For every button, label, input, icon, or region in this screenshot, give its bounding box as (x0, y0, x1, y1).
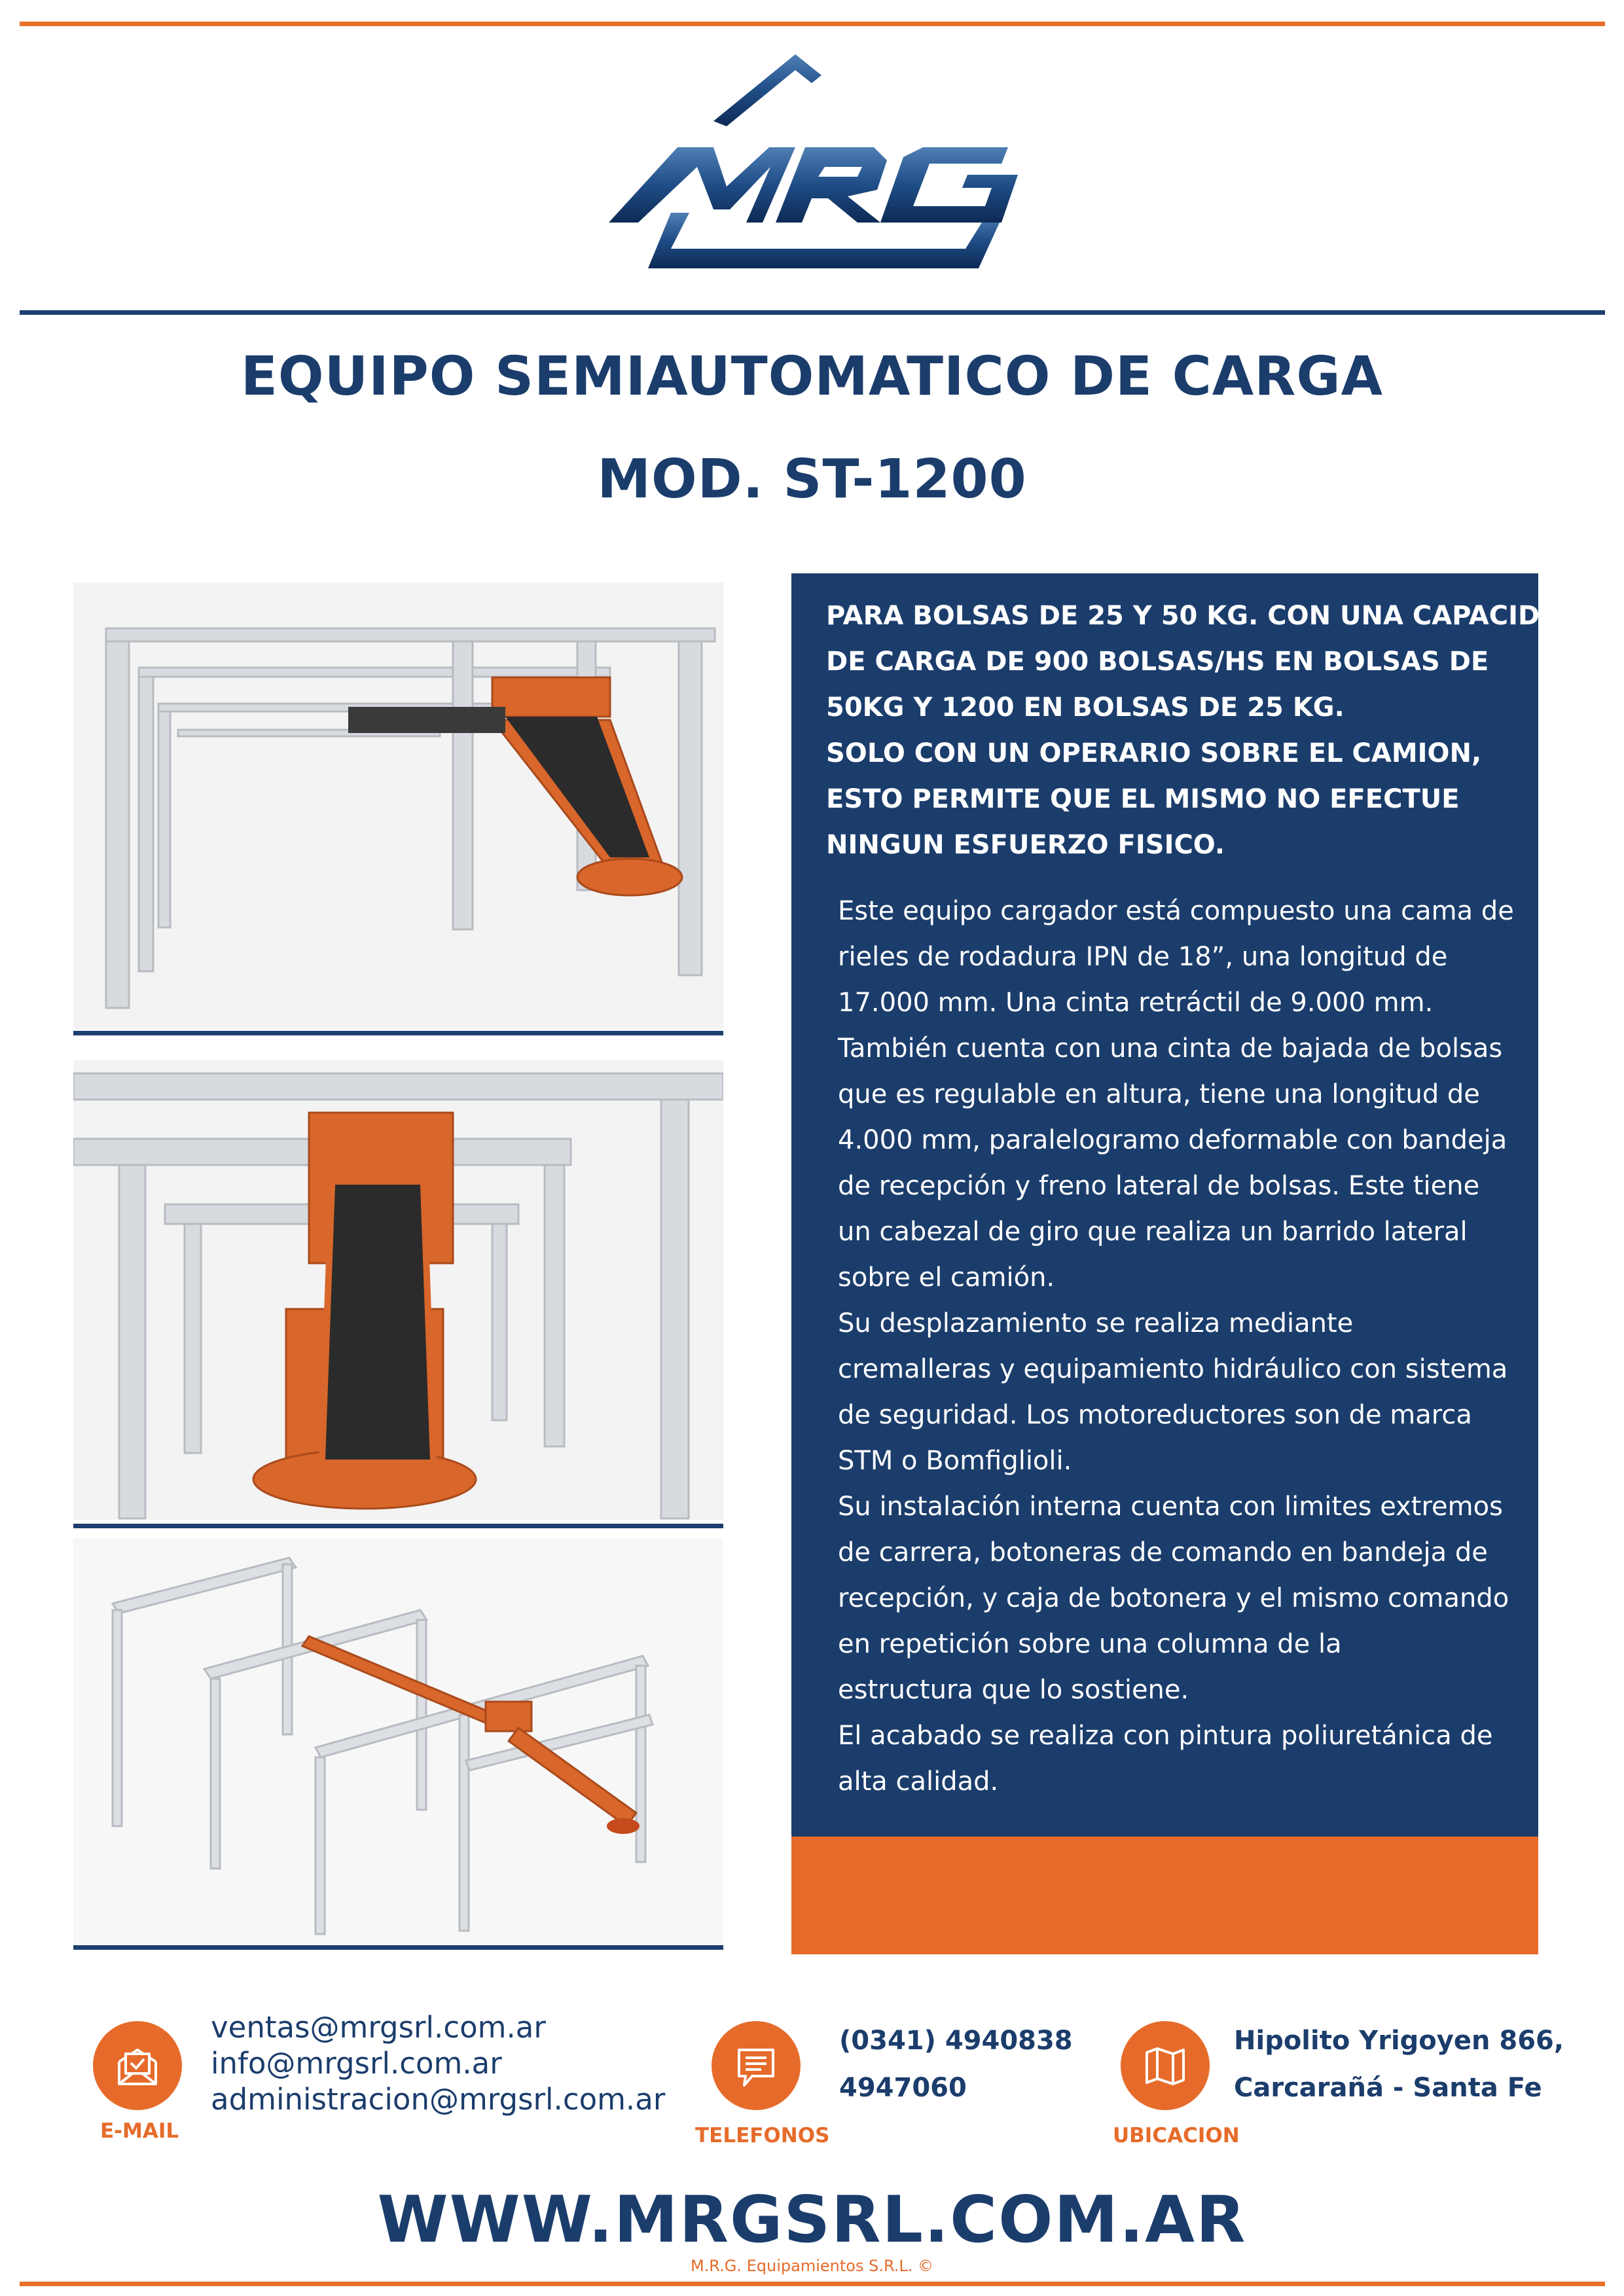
address-line: Hipolito Yrigoyen 866, (1234, 2026, 1564, 2056)
product-render-1 (73, 583, 723, 1029)
bottom-rule (20, 2282, 1605, 2286)
description-line: Su desplazamiento se realiza mediante (838, 1308, 1354, 1338)
description-line: cremalleras y equipamiento hidráulico con sistema (838, 1354, 1508, 1384)
lead-paragraph (826, 593, 1582, 868)
description-line: recepción, y caja de botonera y el mismo comando (838, 1583, 1509, 1613)
header-rule (20, 310, 1605, 315)
address (1234, 2017, 1564, 2111)
address-line: Carcarañá - Santa Fe (1234, 2073, 1542, 2103)
description-line: un cabezal de giro que realiza un barrido lateral (838, 1217, 1468, 1247)
phone-number[interactable]: (0341) 4940838 (839, 2026, 1073, 2056)
description-line: que es regulable en altura, tiene una longitud de (838, 1079, 1480, 1109)
lead-line: DE CARGA DE 900 BOLSAS/HS EN BOLSAS DE (826, 647, 1489, 677)
description-line: de recepción y freno lateral de bolsas. Este tiene (838, 1171, 1480, 1201)
description-line: 4.000 mm, paralelogramo deformable con bandeja (838, 1125, 1507, 1155)
lead-line: NINGUN ESFUERZO FISICO. (826, 830, 1225, 860)
phone-number[interactable]: 4947060 (839, 2073, 967, 2103)
description-line: Su instalación interna cuenta con limites extremos (838, 1492, 1503, 1522)
envelope-check-icon (93, 2021, 182, 2110)
folded-map-icon (1121, 2021, 1210, 2110)
phone-icon-circle (712, 2021, 801, 2110)
description-line: de carrera, botoneras de comando en bandeja de (838, 1537, 1488, 1568)
email-list (211, 2009, 665, 2117)
phone-label: TELEFONOS (695, 2124, 830, 2147)
info-panel-accent (791, 1837, 1538, 1954)
email-link[interactable]: ventas@mrgsrl.com.ar (211, 2010, 546, 2045)
photo-rule-3 (73, 1945, 723, 1950)
description-line: sobre el camión. (838, 1263, 1055, 1293)
lead-line: PARA BOLSAS DE 25 Y 50 KG. CON UNA CAPACIDAD (826, 601, 1582, 631)
lead-line: ESTO PERMITE QUE EL MISMO NO EFECTUE (826, 784, 1460, 814)
photo-rule-1 (73, 1031, 723, 1035)
location-label: UBICACION (1113, 2124, 1240, 2147)
description-paragraph (838, 888, 1525, 1804)
description-line: STM o Bomfiglioli. (838, 1446, 1072, 1476)
description-line: de seguridad. Los motoreductores son de marca (838, 1400, 1472, 1430)
website-link[interactable]: WWW.MRGSRL.COM.AR (377, 2183, 1247, 2257)
description-line: El acabado se realiza con pintura poliuretánica de (838, 1721, 1493, 1751)
email-link[interactable]: administracion@mrgsrl.com.ar (211, 2082, 666, 2117)
description-line: alta calidad. (838, 1767, 999, 1797)
top-rule (20, 22, 1605, 26)
model-subtitle: MOD. ST-1200 (597, 448, 1027, 511)
product-render-2 (73, 1060, 723, 1520)
phone-list (839, 2017, 1073, 2111)
mrg-logo (599, 49, 1018, 285)
page-title: EQUIPO SEMIAUTOMATICO DE CARGA (240, 346, 1384, 408)
location-icon-circle (1121, 2021, 1210, 2110)
lead-line: 50KG Y 1200 EN BOLSAS DE 25 KG. (826, 692, 1344, 723)
description-line: en repetición sobre una columna de la (838, 1629, 1342, 1659)
description-line: También cuenta con una cinta de bajada de bolsas (838, 1033, 1503, 1064)
description-line: rieles de rodadura IPN de 18”, una longitud de (838, 942, 1448, 972)
lead-line: SOLO CON UN OPERARIO SOBRE EL CAMION, (826, 738, 1482, 768)
company-footer: M.R.G. Equipamientos S.R.L. © (690, 2257, 934, 2275)
description-line: 17.000 mm. Una cinta retráctil de 9.000 mm. (838, 988, 1434, 1018)
email-label: E-MAIL (100, 2119, 179, 2143)
photo-rule-2 (73, 1524, 723, 1528)
chat-bubble-icon (712, 2021, 801, 2110)
email-link[interactable]: info@mrgsrl.com.ar (211, 2046, 502, 2081)
product-render-3 (73, 1538, 723, 1944)
email-icon-circle (93, 2021, 182, 2110)
description-line: Este equipo cargador está compuesto una cama de (838, 896, 1514, 926)
description-line: estructura que lo sostiene. (838, 1675, 1189, 1705)
